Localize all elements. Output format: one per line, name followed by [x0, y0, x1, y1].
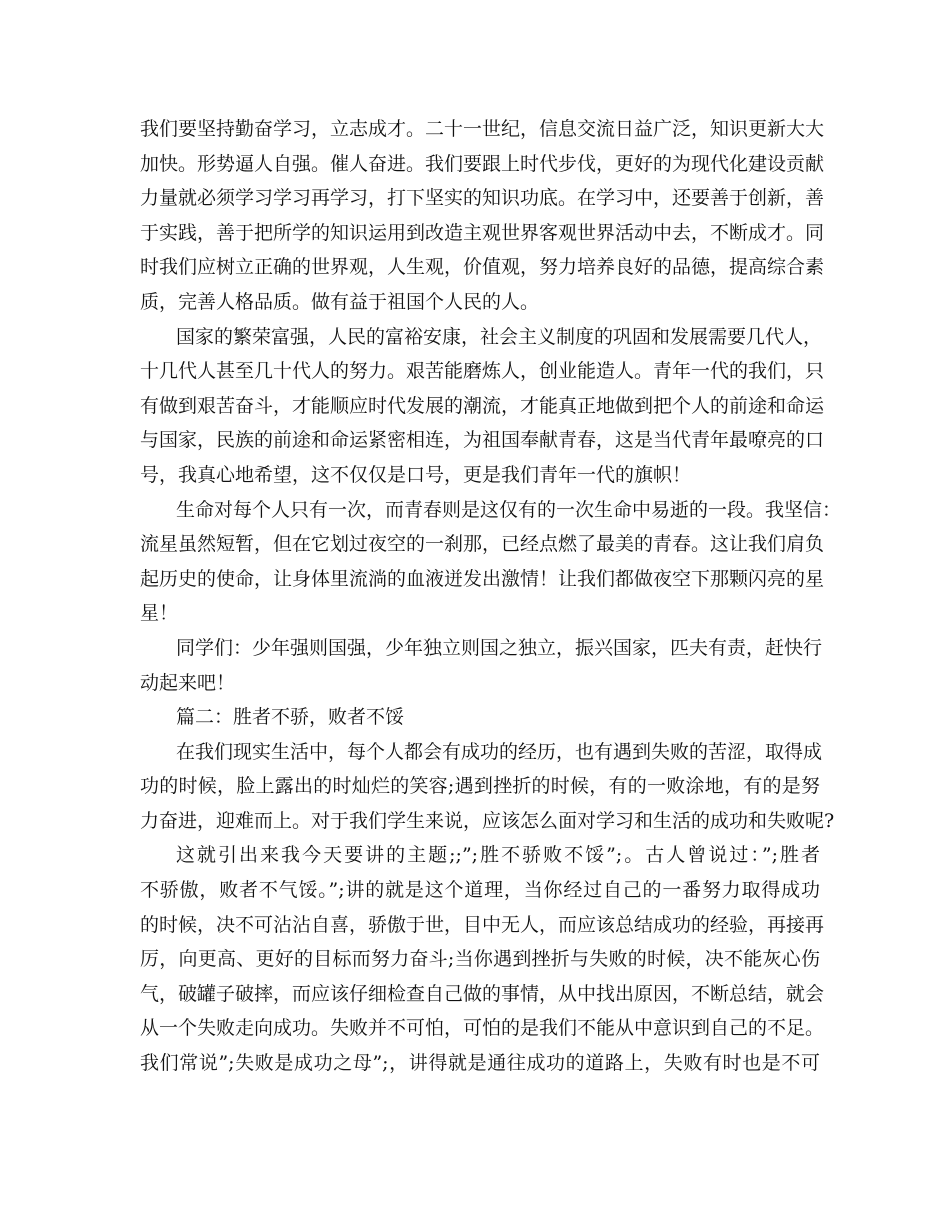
- text-line: 号，我真心地希望，这不仅仅是口号，更是我们青年一代的旗帜！: [140, 463, 692, 486]
- text-line: 厉，向更高、更好的目标而努力奋斗;当你遇到挫折与失败的时候，决不能灰心伤: [140, 948, 820, 971]
- text-line: 我们常说”;失败是成功之母”;，讲得就是通往成功的道路上，失败有时也是不可: [140, 1052, 820, 1075]
- paragraph-first-line: 在我们现实生活中，每个人都会有成功的经历，也有遇到失败的苦涩，取得成: [176, 740, 823, 763]
- text-line: 与国家，民族的前途和命运紧密相连，为祖国奉献青春，这是当代青年最嘹亮的口: [140, 429, 825, 452]
- text-line: 有做到艰苦奋斗，才能顺应时代发展的潮流，才能真正地做到把个人的前途和命运: [140, 394, 825, 417]
- text-line: 力量就必须学习学习再学习，打下坚实的知识功底。在学习中，还要善于创新，善: [140, 187, 825, 210]
- document-body: [140, 112, 842, 1081]
- text-line: 十几代人甚至几十代人的努力。艰苦能磨炼人，创业能造人。青年一代的我们，只: [140, 360, 825, 383]
- text-line: 不骄傲，败者不气馁。”;讲的就是这个道理，当你经过自己的一番努力取得成功: [140, 879, 820, 902]
- text-line: 我们要坚持勤奋学习，立志成才。二十一世纪，信息交流日益广泛，知识更新大大: [140, 118, 825, 140]
- text-line: 气，破罐子破摔，而应该仔细检查自己做的事情，从中找出原因，不断总结，就会: [140, 982, 825, 1005]
- text-line: 加快。形势逼人自强。催人奋进。我们要跟上时代步伐，更好的为现代化建设贡献: [140, 152, 825, 175]
- text-line: 功的时候，脸上露出的时灿烂的笑容;遇到挫折的时候，有的一败涂地，有的是努: [140, 775, 820, 798]
- text-line: 星！: [140, 602, 179, 625]
- paragraph-first-line: 篇二：胜者不骄，败者不馁: [176, 706, 405, 729]
- text-line: 力奋进，迎难而上。对于我们学生来说，应该怎么面对学习和生活的成功和失败呢?: [140, 809, 835, 832]
- text-line: 起历史的使命，让身体里流淌的血液迸发出激情！让我们都做夜空下那颗闪亮的星: [140, 567, 825, 590]
- paragraph-first-line: 生命对每个人只有一次，而青春则是这仅有的一次生命中易逝的一段。我坚信：: [176, 498, 842, 521]
- text-line: 的时候，决不可沾沾自喜，骄傲于世，目中无人，而应该总结成功的经验，再接再: [140, 913, 825, 936]
- paragraph-first-line: 这就引出来我今天要讲的主题;;”;胜不骄败不馁”;。古人曾说过：”;胜者: [176, 844, 820, 867]
- text-line: 质，完善人格品质。做有益于祖国个人民的人。: [140, 290, 540, 313]
- text-line: 时我们应树立正确的世界观，人生观，价值观，努力培养良好的品德，提高综合素: [140, 256, 825, 279]
- paragraph-first-line: 国家的繁荣富强，人民的富裕安康，社会主义制度的巩固和发展需要几代人，: [176, 325, 823, 348]
- text-line: 从一个失败走向成功。失败并不可怕，可怕的是我们不能从中意识到自己的不足。: [140, 1017, 825, 1040]
- text-line: 流星虽然短暂，但在它划过夜空的一刹那，已经点燃了最美的青春。这让我们肩负: [140, 533, 825, 556]
- text-line: 于实践，善于把所学的知识运用到改造主观世界客观世界活动中去，不断成才。同: [140, 221, 825, 244]
- text-line: 动起来吧！: [140, 671, 236, 694]
- paragraph-first-line: 同学们：少年强则国强，少年独立则国之独立，振兴国家，匹夫有责，赶快行: [176, 636, 823, 659]
